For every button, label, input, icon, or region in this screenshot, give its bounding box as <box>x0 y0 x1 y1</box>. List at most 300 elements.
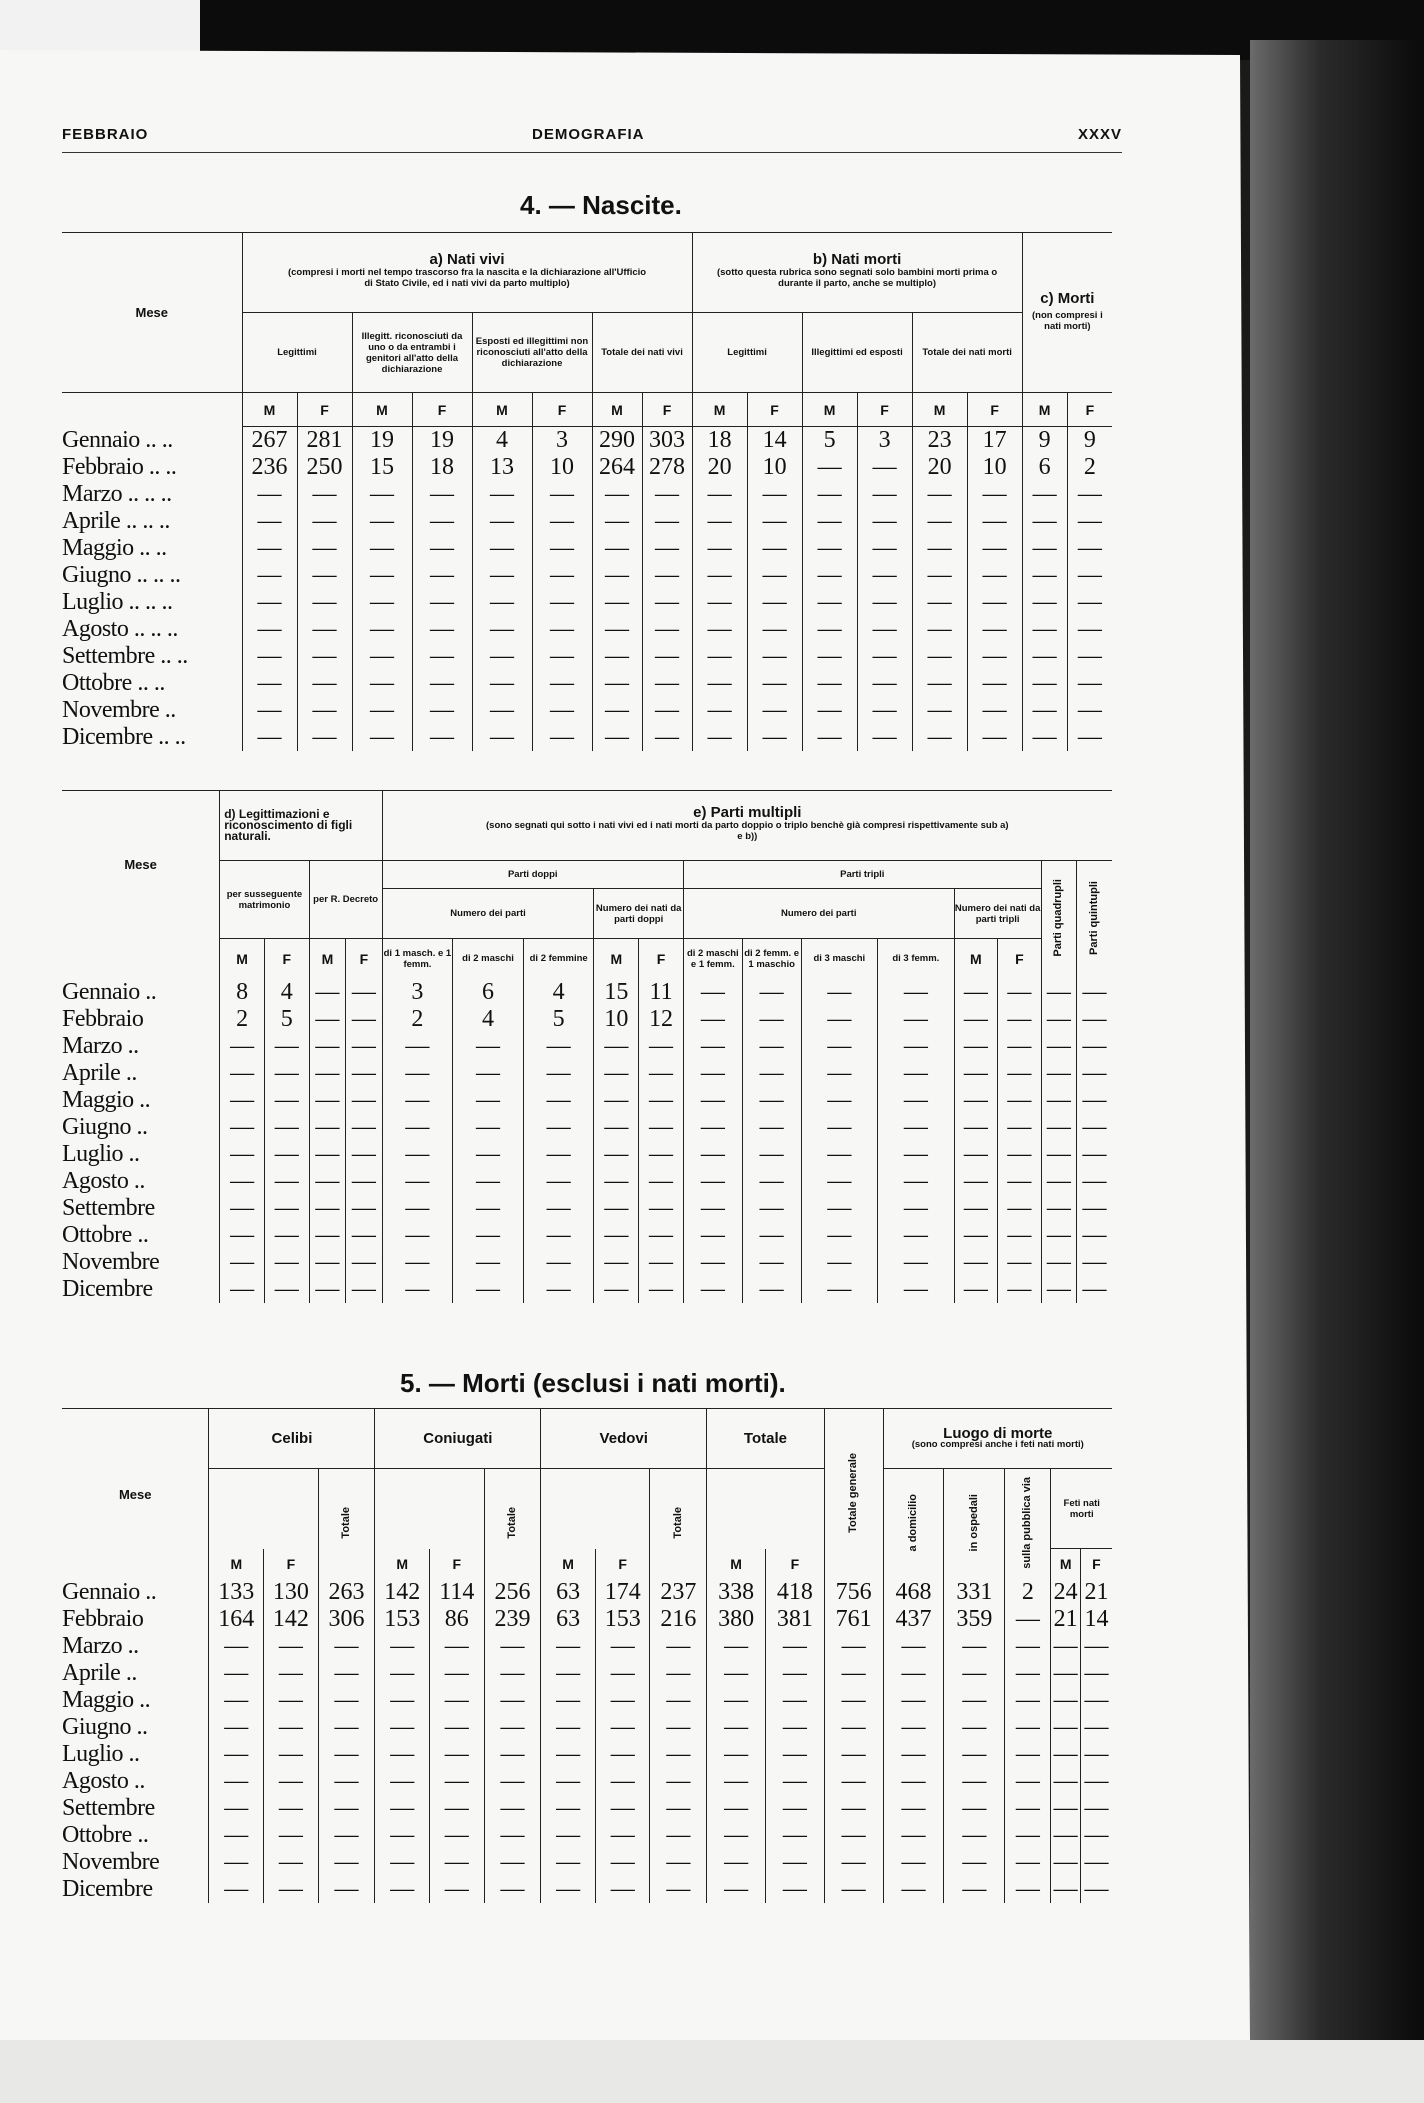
table-cell: — <box>472 643 532 670</box>
table-row <box>62 1222 1112 1249</box>
table-cell: — <box>642 643 692 670</box>
table-cell: 20 <box>912 454 967 481</box>
table-cell: — <box>429 1795 484 1822</box>
table-cell: — <box>595 1876 650 1903</box>
month-label: Giugno .. .. .. <box>62 562 242 589</box>
table-cell: — <box>382 1168 453 1195</box>
table-cell: — <box>594 1195 639 1222</box>
table-cell: — <box>1077 616 1102 642</box>
table-row <box>62 1006 1112 1033</box>
table-cell: — <box>883 1687 944 1714</box>
table-cell: — <box>453 1195 524 1222</box>
mf-label: F <box>747 393 802 427</box>
table-cell: — <box>352 697 412 724</box>
table-cell: — <box>967 697 1022 724</box>
month-label: Aprile .. .. .. <box>62 508 242 535</box>
table-cell: — <box>1005 1741 1051 1768</box>
nati-morti-header <box>692 233 1022 313</box>
table-cell: — <box>692 616 747 643</box>
table-cell: 12 <box>639 1006 684 1033</box>
table-cell: — <box>1084 1660 1109 1686</box>
mf-label: M <box>1022 393 1067 427</box>
table-row <box>62 427 1112 455</box>
parti-quintupli-header <box>1076 861 1112 979</box>
table-cell: — <box>1084 1633 1109 1659</box>
table-cell: 380 <box>707 1606 766 1633</box>
table-cell: — <box>857 535 912 562</box>
table-cell: — <box>742 1141 801 1168</box>
table-cell: — <box>264 1222 309 1249</box>
table-cell: — <box>412 616 472 643</box>
table-cell: — <box>683 1087 742 1114</box>
table-cell: — <box>802 724 857 751</box>
table-cell: — <box>375 1687 430 1714</box>
nati-morti-illegittimi: Illegittimi ed esposti <box>802 313 912 393</box>
table-cell: — <box>747 643 802 670</box>
table-cell: 21 <box>1051 1606 1080 1633</box>
table-cell: — <box>1082 1167 1107 1194</box>
table-cell: — <box>264 1660 319 1687</box>
table-cell: — <box>1022 616 1067 643</box>
table-cell: — <box>954 1249 998 1276</box>
table-cell: — <box>484 1768 541 1795</box>
table-cell: — <box>912 670 967 697</box>
table-cell: — <box>998 1249 1042 1276</box>
table-cell: — <box>472 724 532 751</box>
month-label: Febbraio .. .. <box>62 454 242 481</box>
table-row <box>62 1741 1112 1768</box>
table-row <box>62 1795 1112 1822</box>
table-cell: 331 <box>944 1579 1005 1606</box>
table-cell: — <box>1084 1876 1109 1902</box>
table-cell: — <box>220 1087 265 1114</box>
table-cell: — <box>742 1276 801 1303</box>
table-cell: — <box>878 1141 955 1168</box>
table-row <box>62 1195 1112 1222</box>
luogo-morte-note: (sono compresi anche i feti nati morti) <box>911 1438 1084 1450</box>
table-cell: — <box>1082 1005 1107 1032</box>
month-label: Agosto .. <box>62 1168 220 1195</box>
table-cell: — <box>1005 1849 1051 1876</box>
table-cell: — <box>967 562 1022 589</box>
table-cell: — <box>318 1822 375 1849</box>
month-label: Ottobre .. <box>62 1222 220 1249</box>
table-cell: — <box>1084 1714 1109 1740</box>
table-cell: — <box>541 1876 596 1903</box>
table-cell: — <box>639 1168 684 1195</box>
table-cell: — <box>532 562 592 589</box>
table-cell: — <box>297 508 352 535</box>
table-cell: 10 <box>532 454 592 481</box>
table-cell: — <box>592 508 642 535</box>
table-row <box>62 1141 1112 1168</box>
table-row <box>62 979 1112 1006</box>
celibi-totale <box>318 1469 375 1580</box>
table-cell: — <box>998 1168 1042 1195</box>
mf-label: F <box>595 1549 650 1580</box>
table-cell: — <box>453 1060 524 1087</box>
table-cell: — <box>802 670 857 697</box>
table-cell: 153 <box>595 1606 650 1633</box>
table-cell: — <box>541 1795 596 1822</box>
table-cell: — <box>264 1114 309 1141</box>
table-cell: — <box>523 1060 594 1087</box>
table-cell: 4 <box>264 979 309 1006</box>
table-cell: — <box>1005 1822 1051 1849</box>
table-cell: 5 <box>264 1006 309 1033</box>
table-cell: — <box>1005 1795 1051 1822</box>
table-cell: — <box>412 562 472 589</box>
susseguente-matrimonio: per susseguente matrimonio <box>220 861 309 939</box>
table-cell: — <box>1022 562 1067 589</box>
table-cell: — <box>998 1033 1042 1060</box>
running-head-right: XXXV <box>1077 126 1122 143</box>
nati-vivi-note: (compresi i morti nel tempo trascorso fra la nascita e la dichiarazione all'Ufficio di Stato Civile, ed i nati vivi da parto multiplo) <box>287 267 647 289</box>
mf-label: M <box>375 1549 430 1580</box>
table-cell: — <box>264 1714 319 1741</box>
month-label: Novembre <box>62 1849 209 1876</box>
table-cell: — <box>264 1849 319 1876</box>
table-cell: — <box>878 1195 955 1222</box>
table-row <box>62 481 1112 508</box>
table-cell: — <box>824 1741 883 1768</box>
table-cell: — <box>242 724 297 751</box>
vedovi-mf-spacer <box>541 1469 650 1549</box>
table-cell: — <box>1077 481 1102 507</box>
table-cell: — <box>639 1222 684 1249</box>
table-cell: — <box>453 1087 524 1114</box>
table-cell: — <box>1051 1714 1080 1741</box>
table-cell: — <box>692 697 747 724</box>
deaths-table <box>62 1408 1112 1903</box>
table-cell: — <box>765 1687 824 1714</box>
table-row <box>62 1249 1112 1276</box>
table-cell: — <box>523 1087 594 1114</box>
table-cell: — <box>1022 697 1067 724</box>
table-cell: 437 <box>883 1606 944 1633</box>
month-label: Gennaio .. <box>62 1579 209 1606</box>
table-cell: — <box>883 1633 944 1660</box>
table-cell: — <box>765 1876 824 1903</box>
table-cell: — <box>429 1714 484 1741</box>
table-cell: — <box>484 1849 541 1876</box>
table-cell: — <box>683 1006 742 1033</box>
table-cell: — <box>857 589 912 616</box>
table-cell: — <box>692 535 747 562</box>
table-cell: — <box>642 724 692 751</box>
mf-label: M <box>594 939 639 979</box>
table-cell: — <box>523 1033 594 1060</box>
table-cell: — <box>352 616 412 643</box>
table-cell: — <box>220 1168 265 1195</box>
table-cell: — <box>209 1795 264 1822</box>
nati-vivi-legittimi: Legittimi <box>242 313 352 393</box>
table-cell: — <box>1077 589 1102 615</box>
table-cell: — <box>683 1033 742 1060</box>
table-cell: 13 <box>472 454 532 481</box>
table-cell: 761 <box>824 1606 883 1633</box>
table-cell: — <box>541 1741 596 1768</box>
numero-parti-tripli: Numero dei parti <box>683 889 954 939</box>
totale-header: Totale <box>707 1409 825 1469</box>
vedovi-header: Vedovi <box>541 1409 707 1469</box>
table-cell: — <box>375 1822 430 1849</box>
table-row <box>62 1714 1112 1741</box>
table-cell: — <box>967 670 1022 697</box>
a-domicilio <box>883 1469 944 1580</box>
table-cell: — <box>954 1033 998 1060</box>
table-cell: — <box>264 1141 309 1168</box>
table-cell: — <box>707 1768 766 1795</box>
table-cell: — <box>742 979 801 1006</box>
table-cell: — <box>1051 1741 1080 1768</box>
table-cell: 3 <box>532 427 592 455</box>
table-cell: — <box>1041 1276 1076 1303</box>
table-cell: — <box>707 1741 766 1768</box>
table-cell: 2 <box>1083 454 1096 480</box>
table-cell: — <box>642 589 692 616</box>
table-cell: — <box>523 1249 594 1276</box>
table-cell: 256 <box>484 1579 541 1606</box>
table-cell: 2 <box>220 1006 265 1033</box>
table-cell: — <box>1005 1687 1051 1714</box>
table-cell: — <box>318 1741 375 1768</box>
table-cell: — <box>954 1114 998 1141</box>
month-label: Dicembre <box>62 1876 209 1903</box>
table-cell: — <box>747 697 802 724</box>
table-cell: 281 <box>297 427 352 455</box>
in-ospedali <box>944 1469 1005 1580</box>
table-cell: — <box>650 1714 707 1741</box>
table-cell: — <box>802 535 857 562</box>
table-cell: — <box>242 535 297 562</box>
table-row <box>62 535 1112 562</box>
table-cell: — <box>650 1768 707 1795</box>
table-cell: — <box>541 1633 596 1660</box>
table-cell: 21 <box>1084 1579 1109 1605</box>
table-cell: — <box>382 1249 453 1276</box>
table-cell: — <box>912 724 967 751</box>
table-cell: — <box>242 670 297 697</box>
table-cell: — <box>309 1006 345 1033</box>
table-cell: 237 <box>650 1579 707 1606</box>
table-cell: — <box>742 1006 801 1033</box>
table-cell: — <box>765 1660 824 1687</box>
numero-nati-tripli: Numero dei nati da parti tripli <box>954 889 1041 939</box>
table-cell: — <box>650 1849 707 1876</box>
table-cell: 18 <box>412 454 472 481</box>
table-cell: — <box>944 1660 1005 1687</box>
table-cell: — <box>954 979 998 1006</box>
table-cell: — <box>1041 1168 1076 1195</box>
table-cell: — <box>747 481 802 508</box>
table-cell: — <box>1084 1849 1109 1875</box>
table-cell: 263 <box>318 1579 375 1606</box>
table-cell: — <box>264 1060 309 1087</box>
table-cell: — <box>707 1660 766 1687</box>
table-cell: — <box>595 1633 650 1660</box>
table-cell: — <box>523 1276 594 1303</box>
table-cell: — <box>472 589 532 616</box>
table-cell: — <box>692 481 747 508</box>
table-cell: — <box>642 670 692 697</box>
table-row <box>62 1168 1112 1195</box>
table-cell: — <box>742 1249 801 1276</box>
table-cell: — <box>802 589 857 616</box>
table-cell: — <box>998 1006 1042 1033</box>
table-cell: — <box>1084 1768 1109 1794</box>
table-cell: — <box>707 1795 766 1822</box>
table-cell: — <box>954 1006 998 1033</box>
celibi-totale-label: Totale <box>340 1506 353 1539</box>
table-cell: — <box>1041 1195 1076 1222</box>
table-cell: 17 <box>967 427 1022 455</box>
table-cell: — <box>242 562 297 589</box>
table-cell: — <box>592 589 642 616</box>
multiple-births-table <box>62 790 1112 1303</box>
table-row <box>62 1087 1112 1114</box>
deaths-mese-header: Mese <box>62 1409 209 1580</box>
table-cell: — <box>429 1687 484 1714</box>
table-row <box>62 1849 1112 1876</box>
table-cell: — <box>883 1849 944 1876</box>
table-cell: — <box>967 481 1022 508</box>
mf-label: F <box>532 393 592 427</box>
table-row <box>62 1633 1112 1660</box>
table-cell: — <box>484 1876 541 1903</box>
table-cell: — <box>318 1849 375 1876</box>
table-cell: — <box>541 1822 596 1849</box>
table-cell: — <box>264 1276 309 1303</box>
month-label: Dicembre <box>62 1276 220 1303</box>
table-cell: — <box>346 1033 382 1060</box>
table-cell: — <box>1022 643 1067 670</box>
running-head-center: DEMOGRAFIA <box>532 126 645 143</box>
table-cell: — <box>592 562 642 589</box>
luogo-morte-header <box>883 1409 1112 1469</box>
table-cell: 4 <box>523 979 594 1006</box>
month-label: Ottobre .. <box>62 1822 209 1849</box>
table-cell: — <box>523 1114 594 1141</box>
table-cell: — <box>209 1849 264 1876</box>
table-cell: — <box>802 697 857 724</box>
section5-title: 5. — Morti (esclusi i nati morti). <box>400 1368 786 1398</box>
table-cell: — <box>1041 1006 1076 1033</box>
table-cell: — <box>642 616 692 643</box>
table-cell: — <box>346 979 382 1006</box>
mf-label: F <box>297 393 352 427</box>
table-cell: — <box>639 1087 684 1114</box>
mf-label: M <box>802 393 857 427</box>
table-cell: — <box>297 643 352 670</box>
table-cell: 6 <box>453 979 524 1006</box>
celibi-header: Celibi <box>209 1409 375 1469</box>
table-cell: 153 <box>375 1606 430 1633</box>
table-cell: — <box>944 1849 1005 1876</box>
table-cell: — <box>912 535 967 562</box>
table-cell: — <box>1082 1140 1107 1167</box>
pubblica-via <box>1005 1469 1051 1580</box>
table-cell: — <box>1051 1633 1080 1660</box>
table-cell: — <box>1022 589 1067 616</box>
table-cell: — <box>1077 508 1102 534</box>
table-cell: — <box>220 1249 265 1276</box>
table-cell: 174 <box>595 1579 650 1606</box>
table-cell: — <box>595 1714 650 1741</box>
month-label: Febbraio <box>62 1606 209 1633</box>
running-head-left: FEBBRAIO <box>62 126 149 143</box>
table-cell: — <box>824 1687 883 1714</box>
table-cell: — <box>801 1222 878 1249</box>
table-cell: — <box>692 724 747 751</box>
table-cell: — <box>532 535 592 562</box>
table-cell: — <box>382 1087 453 1114</box>
table-cell: — <box>264 1876 319 1903</box>
month-label: Settembre <box>62 1795 209 1822</box>
table-cell: — <box>878 1276 955 1303</box>
table-cell: — <box>1082 1275 1107 1302</box>
mf-label: M <box>309 939 345 979</box>
table-cell: — <box>523 1222 594 1249</box>
table-cell: — <box>692 589 747 616</box>
table-cell: — <box>824 1714 883 1741</box>
table-cell: — <box>683 1276 742 1303</box>
table-cell: — <box>1005 1633 1051 1660</box>
births-mese-header: Mese <box>62 233 242 393</box>
table-row <box>62 1876 1112 1903</box>
table-cell: — <box>824 1876 883 1903</box>
table-cell: — <box>883 1822 944 1849</box>
table-cell: — <box>878 1249 955 1276</box>
table-cell: — <box>801 1006 878 1033</box>
table-cell: — <box>1041 1222 1076 1249</box>
table-cell: — <box>412 697 472 724</box>
table-cell: — <box>967 724 1022 751</box>
parti-quadrupli-header <box>1041 861 1076 979</box>
table-cell: — <box>998 1087 1042 1114</box>
scan-bottom-border <box>0 2040 1424 2103</box>
month-label: Febbraio <box>62 1006 220 1033</box>
table-cell: — <box>912 481 967 508</box>
table-cell: — <box>242 589 297 616</box>
table-cell: — <box>967 508 1022 535</box>
table-cell: 8 <box>220 979 265 1006</box>
table-cell: 267 <box>242 427 297 455</box>
table-cell: — <box>650 1687 707 1714</box>
table-cell: — <box>352 589 412 616</box>
mf-label: F <box>857 393 912 427</box>
nati-morti-note: (sotto questa rubrica sono segnati solo bambini morti prima o durante il parto, anche se multiplo) <box>716 267 998 289</box>
table-row <box>62 562 1112 589</box>
table-cell: — <box>639 1195 684 1222</box>
mf-label: M <box>220 939 265 979</box>
month-label: Aprile .. <box>62 1660 209 1687</box>
table-cell: — <box>429 1849 484 1876</box>
table-cell: — <box>692 562 747 589</box>
table-cell: — <box>220 1033 265 1060</box>
luogo-morte-title: Luogo di morte <box>943 1424 1053 1442</box>
table-cell: 23 <box>912 427 967 455</box>
table-cell: — <box>309 1141 345 1168</box>
month-label: Luglio .. <box>62 1741 209 1768</box>
table-cell: — <box>532 508 592 535</box>
table-row <box>62 1768 1112 1795</box>
table-cell: — <box>912 643 967 670</box>
table-cell: — <box>747 508 802 535</box>
table-cell: — <box>264 1087 309 1114</box>
table-cell: — <box>592 670 642 697</box>
table-cell: 63 <box>541 1606 596 1633</box>
